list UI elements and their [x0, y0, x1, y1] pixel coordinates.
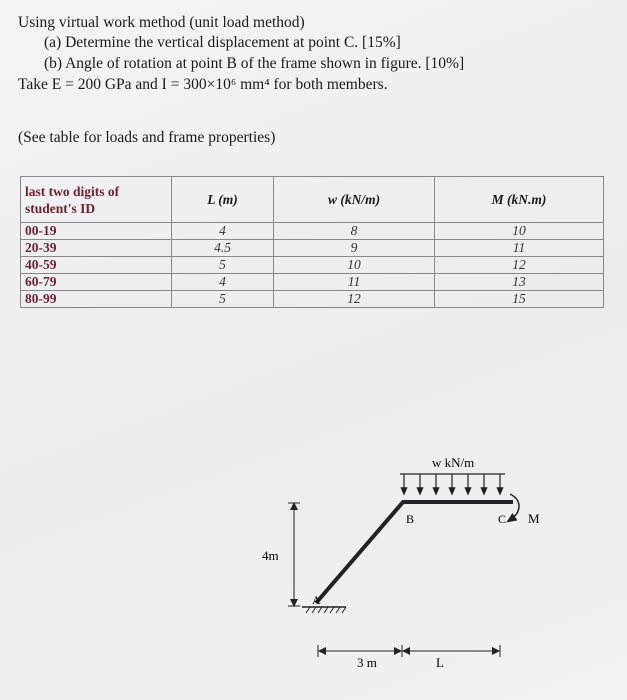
inclined-member-ab	[316, 502, 403, 603]
cell-moment: 10	[435, 223, 604, 240]
height-dimension	[288, 502, 300, 607]
header-load: w (kN/m)	[274, 177, 435, 223]
cell-id: 40-59	[21, 257, 172, 274]
label-m: M	[528, 511, 540, 526]
table-note: (See table for loads and frame properties)	[18, 129, 276, 146]
question-b: (b) Angle of rotation at point B of the frame shown in figure. [10%]	[44, 55, 465, 72]
label-c: C	[498, 512, 507, 526]
cell-length: 5	[172, 291, 274, 308]
cell-moment: 12	[435, 257, 604, 274]
cell-load: 11	[274, 274, 435, 291]
header-moment: M (kN.m)	[435, 177, 604, 223]
distributed-load	[400, 474, 505, 492]
cell-length: 5	[172, 257, 274, 274]
question-a: (a) Determine the vertical displacement at point C. [15%]	[44, 34, 401, 51]
fixed-support-a	[302, 607, 346, 613]
problem-intro: Using virtual work method (unit load method)	[18, 14, 305, 31]
span-dimensions	[318, 645, 500, 657]
cell-moment: 15	[435, 291, 604, 308]
load-label: w kN/m	[432, 455, 475, 470]
cell-length: 4.5	[172, 240, 274, 257]
header-length: L (m)	[172, 177, 274, 223]
span1-label: 3 m	[357, 655, 377, 670]
cell-id: 20-39	[21, 240, 172, 257]
label-b: B	[406, 512, 415, 526]
cell-load: 10	[274, 257, 435, 274]
material-properties: Take E = 200 GPa and I = 300×10⁶ mm⁴ for both members.	[18, 76, 388, 93]
cell-length: 4	[172, 223, 274, 240]
cell-load: 8	[274, 223, 435, 240]
cell-load: 9	[274, 240, 435, 257]
label-a: A	[312, 593, 321, 607]
header-student-id: last two digits of student's ID	[21, 177, 172, 223]
cell-id: 00-19	[21, 223, 172, 240]
cell-id: 60-79	[21, 274, 172, 291]
cell-moment: 11	[435, 240, 604, 257]
height-label: 4m	[262, 548, 279, 563]
cell-length: 4	[172, 274, 274, 291]
moment-arrow	[510, 494, 519, 520]
cell-moment: 13	[435, 274, 604, 291]
cell-id: 80-99	[21, 291, 172, 308]
cell-load: 12	[274, 291, 435, 308]
span2-label: L	[436, 655, 444, 670]
